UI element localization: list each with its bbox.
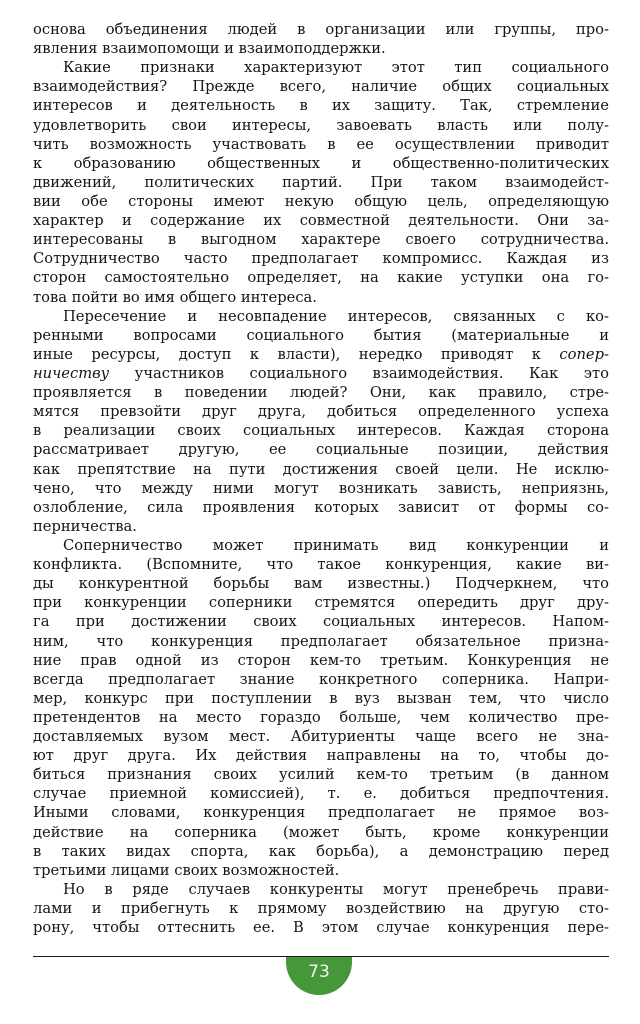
text-line: явления взаимопомощи и взаимоподдержки. [33,40,386,58]
text-line: биться признания своих усилий кем-то третьим (в данном [33,766,609,784]
text-line: мер, конкурс при поступлении в вуз вызван тем, что число [33,689,609,707]
text-line: чено, что между ними могут возникать зависть, неприязнь, [33,479,609,497]
text-line: Но в ряде случаев конкуренты могут пренебречь прави- [63,880,609,898]
text-line: ние прав одной из сторон кем-то третьим. Конкуренция не [33,651,609,669]
text-line: ним, что конкуренция предполагает обязательное призна- [33,632,609,650]
text-line: действие на соперника (может быть, кроме конкуренции [33,823,609,841]
text-line: основа объединения людей в организации или группы, про- [33,21,609,38]
emphasized-term: ничеству [33,364,110,382]
text-line: интересов и деятельность в их защиту. Так, стремление [33,97,609,115]
text-line: рону, чтобы оттеснить ее. В этом случае конкуренция пере- [33,919,609,937]
text-line: доставляемых вузом мест. Абитуриенты чаще всего не зна- [33,728,609,746]
text-line: ничеству участников социального взаимодействия. Как это [33,364,609,382]
text-line: в реализации своих социальных интересов. Каждая сторона [33,422,609,440]
text-line: ют друг друга. Их действия направлены на то, чтобы до- [33,747,609,765]
emphasized-term: сопер- [559,345,609,363]
text-line: как препятствие на пути достижения своей цели. Не исклю- [33,460,609,478]
text-line: Сотрудничество часто предполагает компромисс. Каждая из [33,250,609,268]
text-line: вии обе стороны имеют некую общую цель, определяющую [33,192,609,210]
text-line: в таких видах спорта, как борьба), а демонстрацию перед [33,842,609,860]
text-line: перничества. [33,517,137,535]
text-line: всегда предполагает знание конкретного соперника. Напри- [33,670,609,688]
text-line: проявляется в поведении людей? Они, как правило, стре- [33,384,609,402]
text-line: Соперничество может принимать вид конкуренции и [63,536,609,554]
text-line: к образованию общественных и общественно-политических [33,154,609,172]
page-number: 73 [308,962,330,982]
text-line: интересованы в выгодном характере своего сотрудничества. [33,231,609,249]
text-line: чить возможность участвовать в ее осуществлении приводит [33,135,609,153]
text-line: ды конкурентной борьбы вам известны.) Подчеркнем, что [33,575,609,593]
text-line: га при достижении своих социальных интересов. Напом- [33,613,609,631]
text-line: Пересечение и несовпадение интересов, связанных с ко- [63,307,609,325]
text-line: озлобление, сила проявления которых зависит от формы со- [33,498,609,516]
text-line: претендентов на место гораздо больше, чем количество пре- [33,708,609,726]
text-line: ренными вопросами социального бытия (материальные и [33,326,609,344]
text-line: мятся превзойти друг друга, добиться определенного успеха [33,403,609,421]
text-line: движений, политических партий. При таком взаимодейст- [33,173,609,191]
text-line: взаимодействия? Прежде всего, наличие общих социальных [33,78,609,96]
text-line: Какие признаки характеризуют этот тип социального [63,59,609,77]
text-line: лами и прибегнуть к прямому воздействию на другую сто- [33,900,609,918]
text-line: иные ресурсы, доступ к власти), нередко приводят к сопер- [33,345,609,363]
text-line: Иными словами, конкуренция предполагает не прямое воз- [33,804,609,822]
text-line: третьими лицами своих возможностей. [33,861,340,879]
text-line: сторон самостоятельно определяет, на какие уступки она го- [33,269,609,287]
text-line: това пойти во имя общего интереса. [33,288,317,306]
text-line: характер и содержание их совместной деятельности. Они за- [33,212,609,230]
text-line: конфликта. (Вспомните, что такое конкуренция, какие ви- [33,556,609,574]
text-line: случае приемной комиссией), т. е. добиться предпочтения. [33,785,609,803]
text-line: рассматривает другую, ее социальные позиции, действия [33,441,609,459]
body-text [33,20,609,937]
text-line: при конкуренции соперники стремятся опередить друг дру- [33,594,609,612]
text-line: удовлетворить свои интересы, завоевать власть или полу- [33,116,609,134]
